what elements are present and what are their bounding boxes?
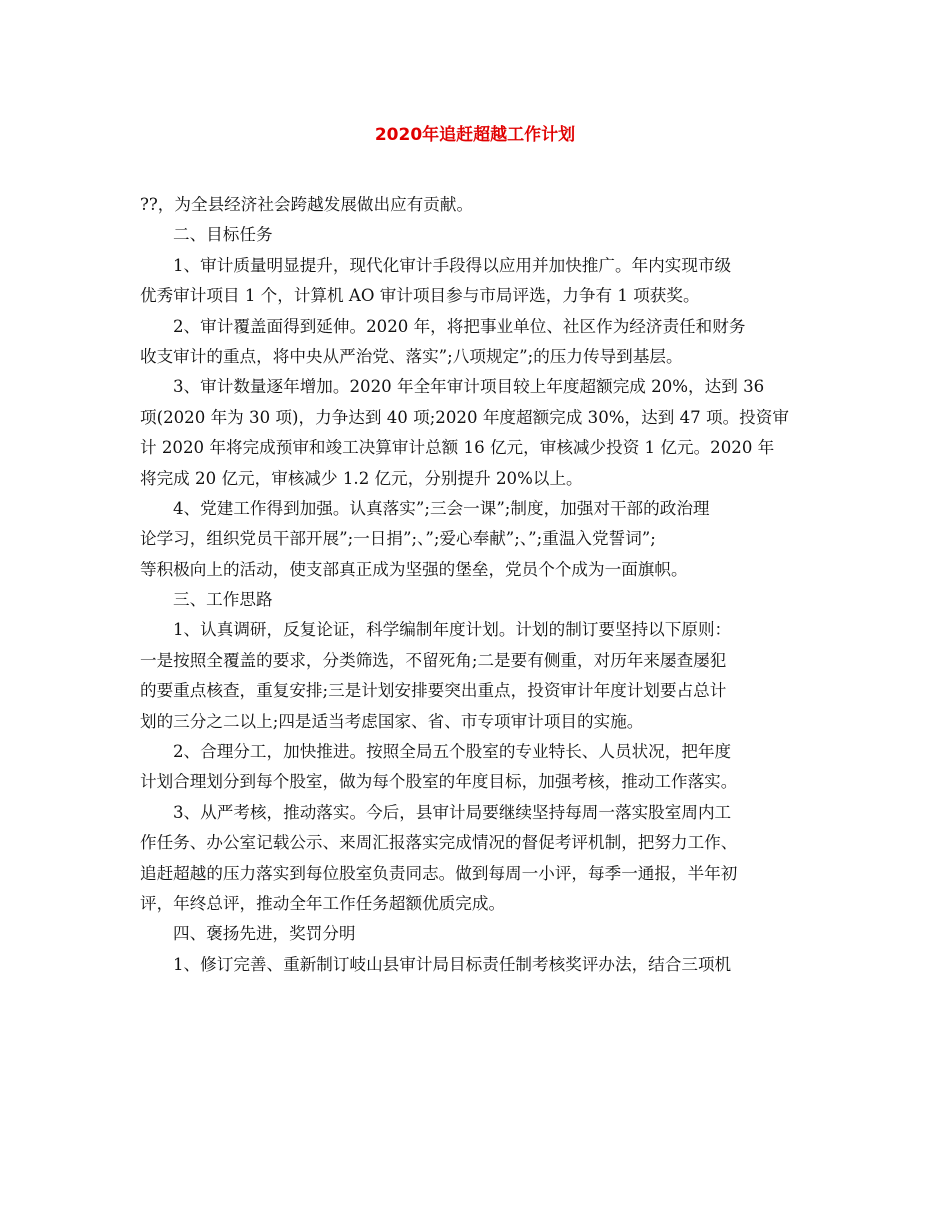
text-line: 3、从严考核，推动落实。今后，县审计局要继续坚持每周一落实股室周内工 (173, 802, 732, 822)
text-line: 2、审计覆盖面得到延伸。2020 年，将把事业单位、社区作为经济责任和财务 (173, 316, 746, 336)
text-line: 划的三分之二以上;四是适当考虑国家、省、市专项审计项目的实施。 (140, 711, 644, 731)
text-line: 将完成 20 亿元，审核减少 1.2 亿元，分别提升 20%以上。 (140, 468, 583, 488)
text-line: 2、合理分工，加快推进。按照全局五个股室的专业特长、人员状况，把年度 (173, 742, 732, 762)
text-line: 优秀审计项目 1 个，计算机 AO 审计项目参与市局评选，力争有 1 项获奖。 (140, 286, 700, 306)
text-line: 项(2020 年为 30 项)，力争达到 40 项;2020 年度超额完成 30%，达到 47 项。投资审 (140, 407, 789, 427)
text-line: 一是按照全覆盖的要求，分类筛选，不留死角;二是要有侧重，对历年来屡查屡犯 (140, 650, 727, 670)
text-line: 计 2020 年将完成预审和竣工决算审计总额 16 亿元，审核减少投资 1 亿元。2020 年 (140, 438, 775, 458)
text-line: 3、审计数量逐年增加。2020 年全年审计项目较上年度超额完成 20%，达到 36 (173, 377, 765, 397)
text-line: 等积极向上的活动，使支部真正成为坚强的堡垒，党员个个成为一面旗帜。 (140, 559, 688, 579)
text-line: 追赶超越的压力落实到每位股室负责同志。做到每周一小评，每季一通报，半年初 (140, 863, 738, 883)
text-line: 4、党建工作得到加强。认真落实”;三会一课”;制度，加强对干部的政治理 (173, 498, 710, 518)
text-line: 1、认真调研，反复论证，科学编制年度计划。计划的制订要坚持以下原则： (173, 620, 732, 640)
document-body (140, 190, 812, 980)
text-line: 收支审计的重点，将中央从严治党、落实”;八项规定”;的压力传导到基层。 (140, 346, 683, 366)
text-line: 二、目标任务 (173, 225, 273, 245)
text-line: 计划合理划分到每个股室，做为每个股室的年度目标，加强考核，推动工作落实。 (140, 772, 738, 792)
text-line: 的要重点核查，重复安排;三是计划安排要突出重点，投资审计年度计划要占总计 (140, 681, 727, 701)
text-line: 评，年终总评，推动全年工作任务超额优质完成。 (140, 893, 506, 913)
text-line: 作任务、办公室记载公示、来周汇报落实完成情况的督促考评机制，把努力工作、 (140, 833, 738, 853)
text-line: 三、工作思路 (173, 590, 273, 610)
text-line: 1、审计质量明显提升，现代化审计手段得以应用并加快推广。年内实现市级 (173, 255, 732, 275)
document-title: 2020年追赶超越工作计划 (374, 125, 576, 145)
text-line: 论学习，组织党员干部开展”;一日捐”;、”;爱心奉献”;、”;重温入党誓词”; (140, 529, 656, 549)
text-line: ??，为全县经济社会跨越发展做出应有贡献。 (140, 195, 474, 214)
text-line: 四、褒扬先进，奖罚分明 (173, 924, 356, 944)
text-line: 1、修订完善、重新制订岐山县审计局目标责任制考核奖评办法，结合三项机 (173, 954, 732, 974)
